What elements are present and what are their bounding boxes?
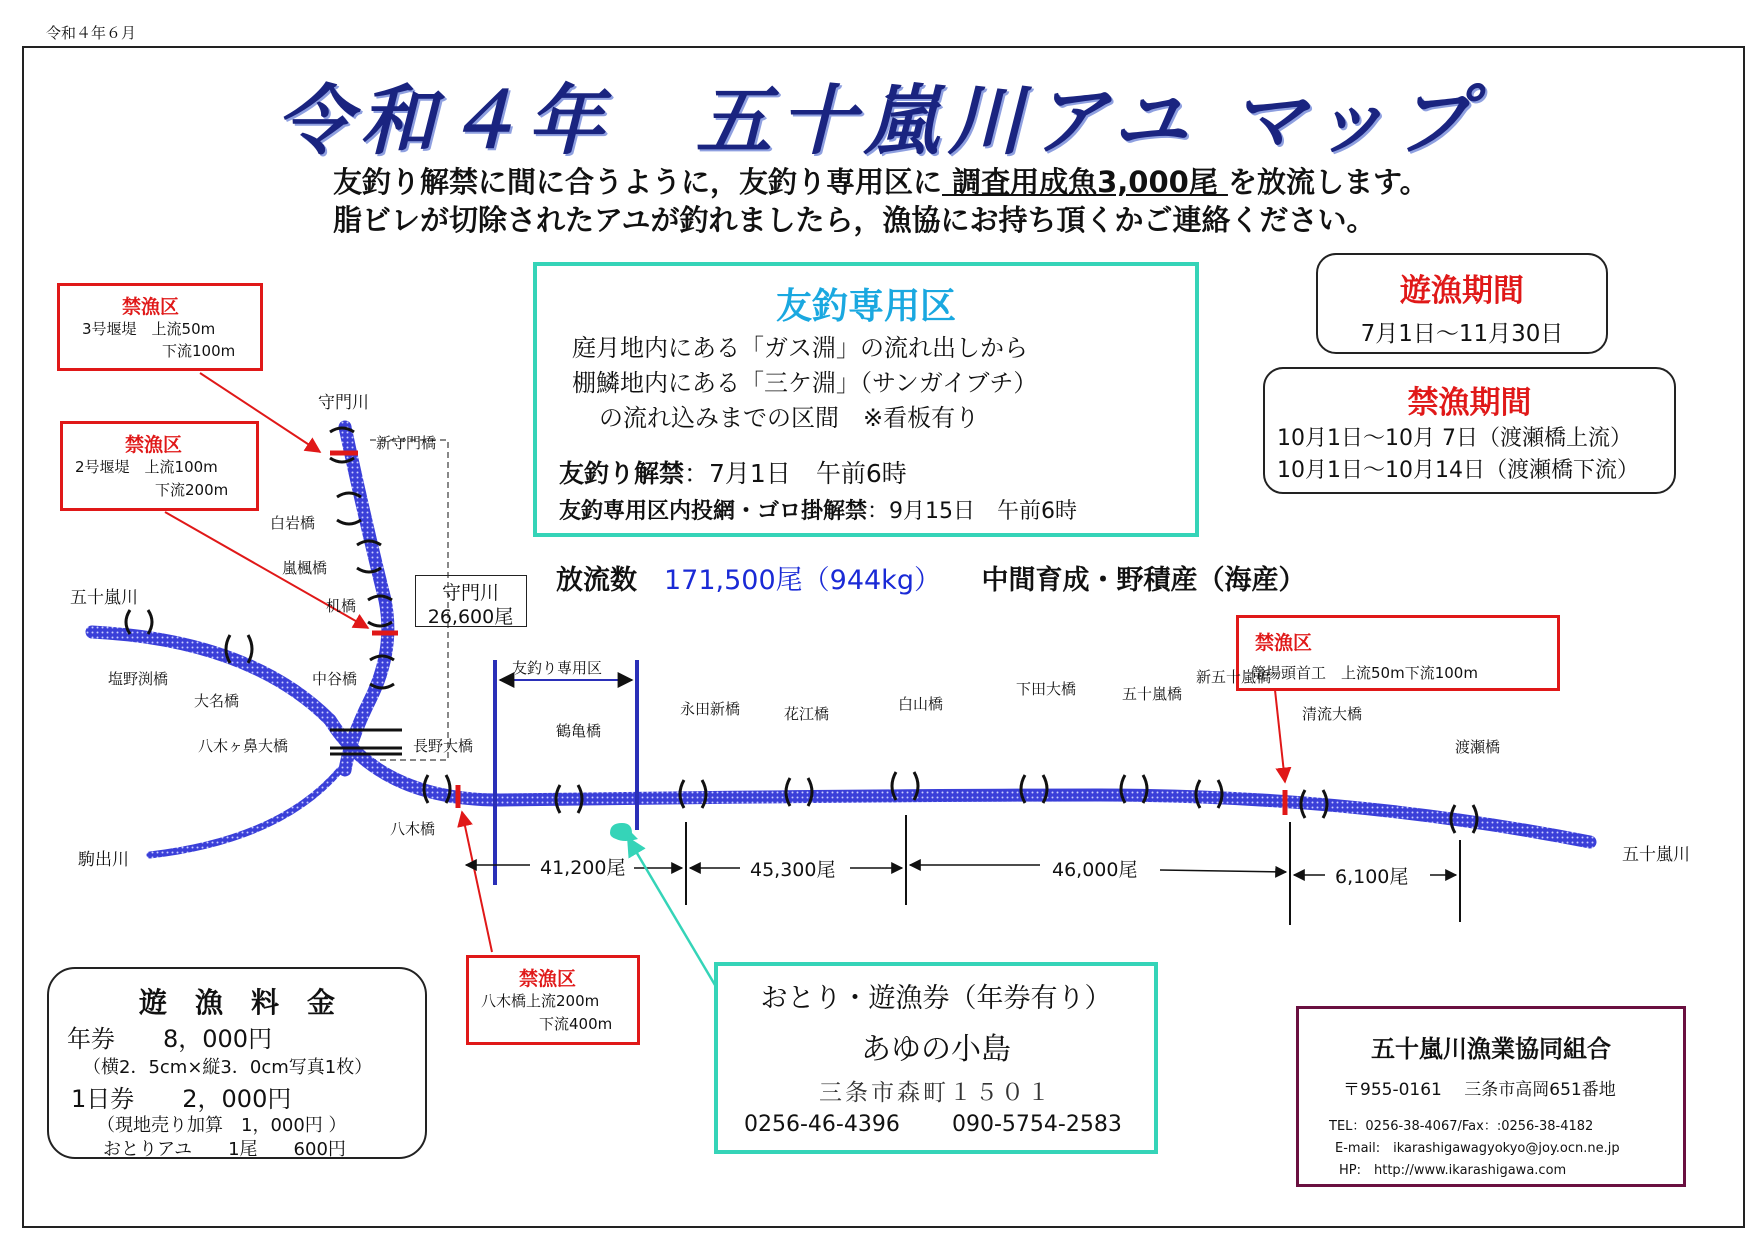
tomozuri-desc-2: 棚鱗地内にある「三ケ淵」（サンガイブチ） xyxy=(572,369,1038,397)
bridge-label-watase: 渡瀬橋 xyxy=(1455,738,1501,756)
ban-zone-yagi-box xyxy=(466,955,640,1045)
date-header: 令和４年６月 xyxy=(46,24,137,42)
bridge-label-seiryu: 清流大橋 xyxy=(1302,705,1363,723)
ban-zone-2-line2: 下流200m xyxy=(155,481,229,499)
release-label: 放流数 xyxy=(556,565,637,596)
shop-phone-2: 090-5754-2583 xyxy=(952,1112,1122,1137)
mamon-release-name: 守門川 xyxy=(441,582,499,604)
fees-daily: 1日券 2，000円 xyxy=(71,1085,292,1113)
shop-arrow xyxy=(628,838,715,985)
ban-zone-2-box xyxy=(60,421,259,511)
bridge-label-shin-mamon: 新守門橋 xyxy=(376,434,437,452)
river-label-mamon: 守門川 xyxy=(318,393,369,413)
ban-zone-3-line2: 下流100m xyxy=(162,342,236,360)
ban-zone-yagi-line2: 下流400m xyxy=(539,1015,613,1033)
section-count-1: 41,200尾 xyxy=(540,857,626,879)
tomozuri-open-label: 友釣り解禁 xyxy=(559,459,685,488)
closed-period-title: 禁漁期間 xyxy=(1407,385,1532,421)
closed-period-line1: 10月1日～10月 7日（渡瀬橋上流） xyxy=(1277,426,1632,451)
section-arrow-3-right xyxy=(1160,870,1286,872)
fishing-period-title: 遊漁期間 xyxy=(1400,273,1524,309)
tomozuri-open-value: ：7月1日 午前6時 xyxy=(684,459,907,488)
coop-hp: HP: http://www.ikarashigawa.com xyxy=(1339,1163,1567,1178)
ban-zone-kagoba-line1: 篭場頭首工 上流50m下流100m xyxy=(1251,664,1478,682)
bridge-label-hakusan: 白山橋 xyxy=(898,695,944,713)
fees-box xyxy=(47,967,427,1159)
coop-name: 五十嵐川漁業協同組合 xyxy=(1371,1035,1611,1063)
section-count-3: 46,000尾 xyxy=(1052,859,1138,881)
page-title: 令和４年 五十嵐川アユ マップ xyxy=(275,76,1480,165)
bridge-label-shin-igarashi: 新五十嵐橋 xyxy=(1196,668,1272,686)
fees-otori: おとりアユ 1尾 600円 xyxy=(103,1139,346,1160)
komaide-river xyxy=(150,770,340,855)
section-count-2: 45,300尾 xyxy=(750,859,836,881)
release-info xyxy=(556,558,1305,597)
bridge-label-nagata: 永田新橋 xyxy=(680,700,741,718)
ban-arrow-kagoba xyxy=(1275,690,1285,782)
shop-phone-1: 0256-46-4396 xyxy=(744,1112,900,1137)
bridge-label-yagi: 八木橋 xyxy=(390,820,436,838)
tomozuri-info-box xyxy=(533,262,1199,537)
mamon-release-box xyxy=(415,575,527,627)
intro-line-1-post: を放流します。 xyxy=(1227,165,1429,199)
bridge-label-yagigahana: 八木ヶ鼻大橋 xyxy=(198,737,289,755)
section-count-4: 6,100尾 xyxy=(1335,866,1409,888)
bridge-label-arashikaede: 嵐楓橋 xyxy=(282,559,328,577)
coop-email: E-mail: ikarashigawagyokyo@joy.ocn.ne.jp xyxy=(1335,1141,1620,1156)
bridge-label-nakaya: 中谷橋 xyxy=(312,670,358,688)
ban-zone-kagoba-box xyxy=(1236,615,1560,691)
bridge-label-hanae: 花江橋 xyxy=(784,705,830,723)
ban-zone-3-line1: 3号堰堤 上流50m xyxy=(82,320,216,338)
tomozuri-open xyxy=(559,454,907,490)
tomozuri-desc-3: の流れ込みまでの区間 ※看板有り xyxy=(599,404,980,432)
shop-box xyxy=(714,962,1158,1154)
fees-annual-note: （横2．5cm×縦3．0cm写真1枚） xyxy=(83,1057,373,1078)
ban-zone-yagi-title: 禁漁区 xyxy=(519,968,577,990)
bridge-label-shiraiwa: 白岩橋 xyxy=(270,514,316,532)
fees-annual: 年券 8，000円 xyxy=(67,1025,273,1053)
shop-name: あゆの小島 xyxy=(861,1032,1011,1067)
intro-line-2: 脂ビレが切除されたアユが釣れましたら，漁協にお持ち頂くかご連絡ください。 xyxy=(333,203,1376,237)
fees-onsite: （現地売り加算 1，000円 ） xyxy=(97,1115,347,1136)
bridge-label-tsukue: 机橋 xyxy=(326,597,357,615)
bridge-label-nagano: 長野大橋 xyxy=(413,737,474,755)
closed-period-line2: 10月1日～10月14日（渡瀬橋下流） xyxy=(1277,458,1639,483)
fishing-period-value: 7月1日～11月30日 xyxy=(1360,321,1564,347)
release-source: 中間育成・野積産（海産） xyxy=(981,565,1306,596)
tomozuri-net-value: ：9月15日 午前6時 xyxy=(867,499,1078,524)
intro-line-1-pre: 友釣り解禁に間に合うように，友釣り専用区に xyxy=(333,165,943,199)
bridge-label-shimoda: 下田大橋 xyxy=(1016,680,1077,698)
bridge-label-tsurukame: 鶴亀橋 xyxy=(556,722,602,740)
coop-tel: TEL：0256-38-4067/Fax：:0256-38-4182 xyxy=(1329,1119,1594,1134)
ban-zone-3-box xyxy=(57,283,263,371)
bridge-label-daimyo: 大名橋 xyxy=(194,692,240,710)
ban-zone-yagi-line1: 八木橋上流200m xyxy=(481,992,600,1010)
coop-address: 〒955-0161 三条市高岡651番地 xyxy=(1343,1080,1616,1100)
tomozuri-desc-1: 庭月地内にある「ガス淵」の流れ出しから xyxy=(572,334,1028,362)
ban-zone-3-title: 禁漁区 xyxy=(122,296,180,318)
ban-zone-kagoba-title: 禁漁区 xyxy=(1255,632,1313,654)
release-count: 171,500尾（944kg） xyxy=(664,565,928,596)
bridge-label-igarashi: 五十嵐橋 xyxy=(1122,685,1183,703)
fishing-period-box xyxy=(1316,253,1608,354)
tomozuri-zone-label: 友釣り専用区 xyxy=(512,659,603,677)
mamon-release-count: 26,600尾 xyxy=(427,606,514,628)
tomozuri-title: 友釣専用区 xyxy=(775,286,956,327)
shop-address: 三条市森町１５０１ xyxy=(819,1080,1053,1106)
ban-arrow-yagi xyxy=(462,812,492,952)
coop-box xyxy=(1296,1006,1686,1187)
bridge-label-shionofuchi: 塩野渕橋 xyxy=(108,670,169,688)
river-label-igarashi-down: 五十嵐川 xyxy=(1622,845,1690,865)
river-label-igarashi-up: 五十嵐川 xyxy=(70,588,138,608)
intro-highlight: 調査用成魚3,000尾 xyxy=(942,165,1228,199)
river-label-komaide: 駒出川 xyxy=(78,850,129,870)
tomozuri-net xyxy=(559,494,1077,525)
shop-line1: おとり・遊漁券（年券有り） xyxy=(760,983,1112,1014)
fees-title: 遊 漁 料 金 xyxy=(138,986,335,1019)
shop-location-icon xyxy=(610,823,638,841)
closed-period-box xyxy=(1263,367,1676,494)
ban-zone-2-title: 禁漁区 xyxy=(125,434,183,456)
tomozuri-net-label: 友釣専用区内投網・ゴロ掛解禁 xyxy=(559,499,868,524)
ban-zone-2-line1: 2号堰堤 上流100m xyxy=(75,458,218,476)
